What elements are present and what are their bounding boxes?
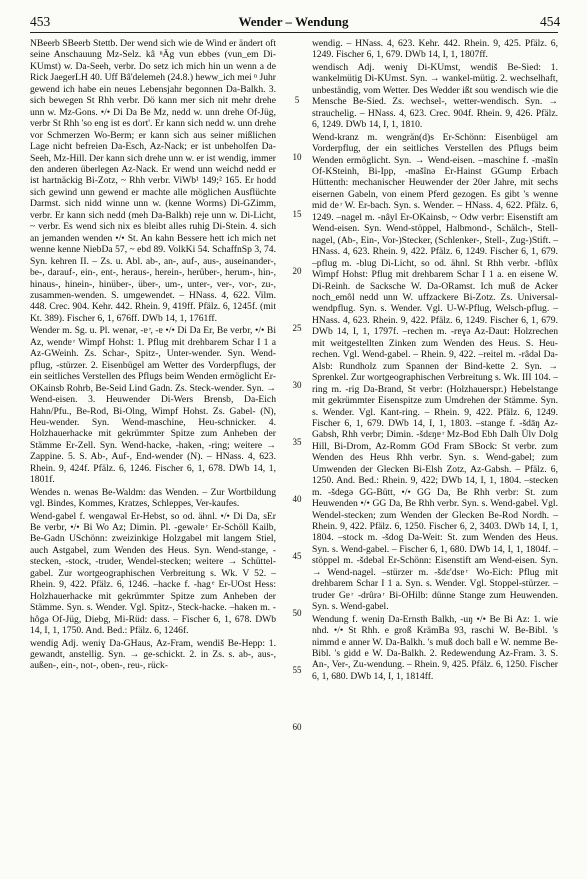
entry-wendisch: wendisch Adj. weniɣ Di-KUmst, wendiš Be-Sied: 1. wankelmütig Di-KUmst. Syn. → wankel-mütig. 2. wechselhaft, unbeständig, vom Wetter. Des Wedder ißt sou wendisch wie die Mensche Be-Sied. Zs. wechsel-, wetter-wendisch. Syn. → strauchelig. – HNass. 4, 623. Crec. 904f. Rhein. 9, 426. Pfälz. 6, 1249. DWb 14, I, 1, 1810.	[312, 61, 558, 131]
header-rule	[30, 32, 558, 33]
page-number-right: 454	[540, 14, 561, 29]
line-number: 40	[292, 494, 302, 504]
line-number: 30	[292, 380, 302, 390]
entry-wend-gabel: Wend-gabel f. wengawəl Er-Hebst, so od. ähnl. •/• Di Da, sEr Be verbr, •/• Bi Wo Az; Dimin. Pl. -gewəlɐ ͬ Er-Schöll Kailb, Be-Gadn USchönn: zweizinkige Holzgabel mit langem Stiel, auch Astgabel, zum Wenden des Heus. Syn. Wend-stange, -stecken, -stock, -truder, Wendel-stecken; weitere → Schüttel-gabel. Zur wortgeographischen Verbreitung s. Wk. V 52. – Rhein. 9, 422. Pfälz. 6, 1246. –hacke f. -hag ͤ Er-UOst Hess: Holzhauerhacke mit gekrümmter Spitze zum Anheben der Stämme. Syn. s. Wender. Vgl. Spitz-, Steck-hacke. –haken m. -hôgə Of-Jüg, Diebg, Mi-Rüd: dass. – Fischer 6, 1, 678. DWb 14, I, 1, 1750. And. Bed.: Pfälz. 6, 1246f.	[30, 510, 276, 637]
entry-wendung: Wendung f. weniŋ Da-Ernsth Balkh, -uŋ •/• Be Bi Az: 1. wie nhd. •/• St Rhh. e groß KrämBa 93, raschi W. Be-Bibl. 's nimmd e anner W. Da-Balkh. 's muß doch ball e W. nemme Be-Bibl. 's gidd e W. Da-Balkh. 2. Redewendung Az-Fram. 3. S. An-, Ver-, Zu-wendung. – Rhein. 9, 425. Pfälz. 6, 1250. Fischer 6, 1, 680. DWb 14, I, 1, 1814ff.	[312, 613, 558, 682]
entry-wendig: wendig Adj. weniɣ Da-GHaus, Az-Fram, wendiš Be-Hepp: 1. gewandt, anstellig. Syn. → ge-schickt. 2. in Zs. s. ab-, aus-, außen-, ein-, not-, oben-, reu-, rück-	[30, 637, 276, 672]
right-column	[312, 38, 558, 683]
line-number: 60	[292, 722, 302, 732]
entry-wender: Wender m. Sg. u. Pl. wenər, -ɐ ͬ, -ɐ •/• Di Da Er, Be verbr, •/• Bi Az, wendɐ ͬ Wimpf Hohst: 1. Pflug mit drehbarem Schar I 1 a Az-GWeinh. Zs. Schar-, Spitz-, Unter-wender. Syn. Wend-pflug, -stürzer. 2. Eisenbügel am Wetter des Vorderpflugs, der ein seitliches Verstellen des Pflugs beim Wenden ermöglicht Er-OKainsb Rohrb, Be-Seid Lind Gadn. Zs. Steck-wender. Syn. → Wend-eisen. 3. Heuwender Di-Wers Brensb, Da-Eich Hahn/Pfu., Be-Rod, Bi-Olng, Wimpf Hohst. Zs. Gabel- (N), Heu-wender. Syn. Wend-maschine, Heu-schnicker. 4. Holzhauerhacke mit gekrümmter Spitze zum Anheben der Stämme Er-Zell. Syn. Wend-hacke, -haken, -ring; weitere → Zappine. 5. S. Ab-, Auf-, End-wender (N). – HNass. 4, 623. Rhein. 9, 424f. Pfälz. 6, 1246. Fischer 6, 1, 678. DWb 14, 1, 1801f.	[30, 325, 276, 486]
line-number: 45	[292, 551, 302, 561]
entry-wendig-continued: wendig. – HNass. 4, 623. Kehr. 442. Rhein. 9, 425. Pfälz. 6, 1249. Fischer 6, 1, 679. DWb 14, I, 1, 1807ff.	[312, 38, 558, 61]
line-number: 10	[292, 152, 302, 162]
entry-wendes: Wendes n. wenəs Be-Waldm: das Wenden. – Zur Wortbildung vgl. Bindes, Kommes, Kratzes, Schleppes, Ver-kaufes.	[30, 486, 276, 510]
left-column	[30, 38, 276, 673]
entry-wenden-continued: NBeerb SBeerb Stettb. Der wend sich wie de Wind er ändert oft seine Anschauung Mz-Selz. kâ ⁿÄg vun ebbes (vun_em Di-KUmst) w. Da-Seeh, verbr. Do setz ich mich hin un wenn a de Rick JaegerLH 40. Uff Bâ'delemeh (24.8.) heww_ich mei ⁿ Juhr gewend ich habe ein neues Lebensjahr begonnen Da-Balkh. 3. sich bewegen St Rhh verbr. Dö kann mer sich nit mehr drehe unn w. Mz-Gons. •/• Di Da Be Mz, nedd w. unn drehe Of-Jüg, verbr St Rhh 'so eng ist es dort'. Er kann sich nedd w. unn drehe vor Schmerzen Wo-Berm; er kann sich aus seiner mißlichen Lage nicht befreien Da-Esch, Az-Nack; er ist unbeholfen Da-Seeh, Mz-Hill. Der kann sich drehe unn w. er ist wendig, immer den anderen überlegen Az-Nack. Er wend unn weichd nedd er ist hartnäckig Bi-Zotz, ~ Rhh verbr. ViWb¹ 149;² 165. Er hodd sich gewind unn gewend er machte alle möglichen Ausflüchte Darmst. sich nidd winne unn w. (kenne Worms) Di-GZimm, verbr. Er kann sich nedd (meh Da-Balkh) reje unn w. Di-Licht, ~ verbr. Es wend sich nix es bleibt alles ruhig Di-Stein. 4. sich an jemanden wenden •/• St. An kahn Bessere hett ich mich net wenne kenne NiebDa 57, ~ ebd 89. VolkKi 54. SchaffnSp 3, 74. Syn. kehren II. – Zs. u. Abl. ab-, an-, auf-, aus-, auseinander-, be-, darauf-, ein-, ent-, heraus-, herein-, herüber-, herum-, hin-, hinaus-, hinein-, hinüber-, über-, um-, unter-, ver-, vor-, zu-, zusammen-wenden. S. umgewendet. – HNass. 4, 622. Vilm. 448. Crec. 904. Kehr. 442. Rhein. 9, 419ff. Pfälz. 6, 1245f. (mit Kt. 389). Fischer 6, 1, 676ff. DWb 14, 1, 1761ff.	[30, 38, 276, 324]
line-number: 50	[292, 608, 302, 618]
line-number: 15	[292, 209, 302, 219]
entry-wend-kranz: Wend-kranz m. wengrän(d)s Er-Schönn: Eisenbügel am Vorderpflug, der ein seitliches Verstellen des Pflugs beim Wenden ermöglicht. Syn. → Wend-eisen. –maschine f. -mašîn Of-KSteinh, Bi-Ipp, -mašînə Er-Hainst GGump Erbach Hüttenth: mechanischer Heuwender der 20er Jahre, mit sechs eisernen Gabeln, von einem Pferd gezogen. Es gibt 's wenne mid de ͬ W. Er-bach. Syn. s. Wender. – HNass. 4, 622. Pfälz. 6, 1249. –nagel m. -nâyl Er-OKainsb, ~ Odw verbr: Eisenstift am Wend-eisen. Syn. Wend-stöppel, Halbmond-, Schälch-, Stell-nagel, (Ab-, Ein-, Vor-)Stecker, (Schlenker-, Stell-, Zug-)Stift. – HNass. 4, 623. Rhein. 9, 422. Pfälz. 6, 1249. Fischer 6, 1, 679. –pflug m. -blug Di-Licht, so od. ähnl. St Rhh verbr. -bflûx Wimpf Hohst: Pflug mit drehbarem Schar I 1 a. en eisene W. Di-Reinh. de Sacksche W. Da-ORamst. Ich muß de Acker noch_emôl nedd unn W. uffzackere Bi-Zotz. Zs. Universal-wendpflug. Syn. s. Wender. Vgl. U-W-Pflug, Welsch-pflug. – HNass. 4, 623. Rhein. 9, 422. Pfälz. 6, 1249. Fischer 6, 1, 679. DWb 14, I, 1, 1797f. –rechen m. -rɐɣə Az-Daut: Holzrechen mit weitgestellten Zinken zum Wenden des Heus. S. Heu-rechen. Vgl. Wend-gabel. – Rhein. 9, 422. –reitel m. -râdəl Da-Alsb: Rundholz zum Spannen der Bind-kette 2. Syn. → Sprenkel. Zur wortgeographischen Verbreitung s. Wk. III 104. –ring m. -rig Da-Brand, St verbr: (Holzhauerspr.) Hebelstange mit gekrümmter Eisenspitze zum Umdrehen der Stämme. Syn. s. Wender. Vgl. Kant-ring. – Rhein. 9, 422. Pfälz. 6, 1249. Fischer 6, 1, 679. DWb 14, I, 1, 1803. –stange f. -šdāŋ Az-Gabsh, Rhh verbr; Dimin. -šdɛŋɐ ͬ Mz-Bod Ebh Dalh Ülv Dolg Hill, Bi-Drom, Az-Romm GOd Fram SBock: St verbr. zum Wenden des Heus Rhh verbr. Syn. s. Wend-gabel; zum Umwenden der Glecken Bi-Elsh Zotz, Az-Gabsh. – Pfälz. 6, 1250. And. Bed.: Rhein. 9, 422; DWb 14, I, 1, 1804. –stecken m. -šdegə GG-Bütt, •/• GG Da, Be Rhh verbr: St. zum Heuwenden •/• GG Da, Be Rhh verbr. Syn. s. Wend-gabel. Vgl. Wendel-stecken; zum Wenden der Glecken Be-Rod Nordh. – Rhein. 9, 422. Pfälz. 6, 1250. Fischer 6, 2, 3403. DWb 14, I, 1, 1804. –stock m. -šdog Da-Weit: St. zum Wenden des Heus. Syn. s. Wend-gabel. – Fischer 6, 1, 680. DWb 14, I, 1, 1804f. –stöppel m. -šdebəl Er-Schönn: Eisenstift am Wend-eisen. Syn. → Wend-nagel. –stürzer m. -šdɛ'dsɐ ͬ Wo-Eich: Pflug mit drehbarem Schar I 1 a. Syn. s. Wender. Vgl. Stoppel-stürzer. –truder Gɐ ͬ -drûrə ͬ Bi-OHilb: dünne Stange zum Heuwenden. Syn. s. Wend-gabel.	[312, 131, 558, 613]
line-number: 5	[294, 95, 300, 105]
page-number-left: 453	[30, 14, 51, 29]
line-number: 20	[292, 266, 302, 276]
running-head: Wender – Wendung	[238, 14, 349, 29]
line-number: 25	[292, 323, 302, 333]
line-number: 55	[292, 665, 302, 675]
line-number: 35	[292, 437, 302, 447]
